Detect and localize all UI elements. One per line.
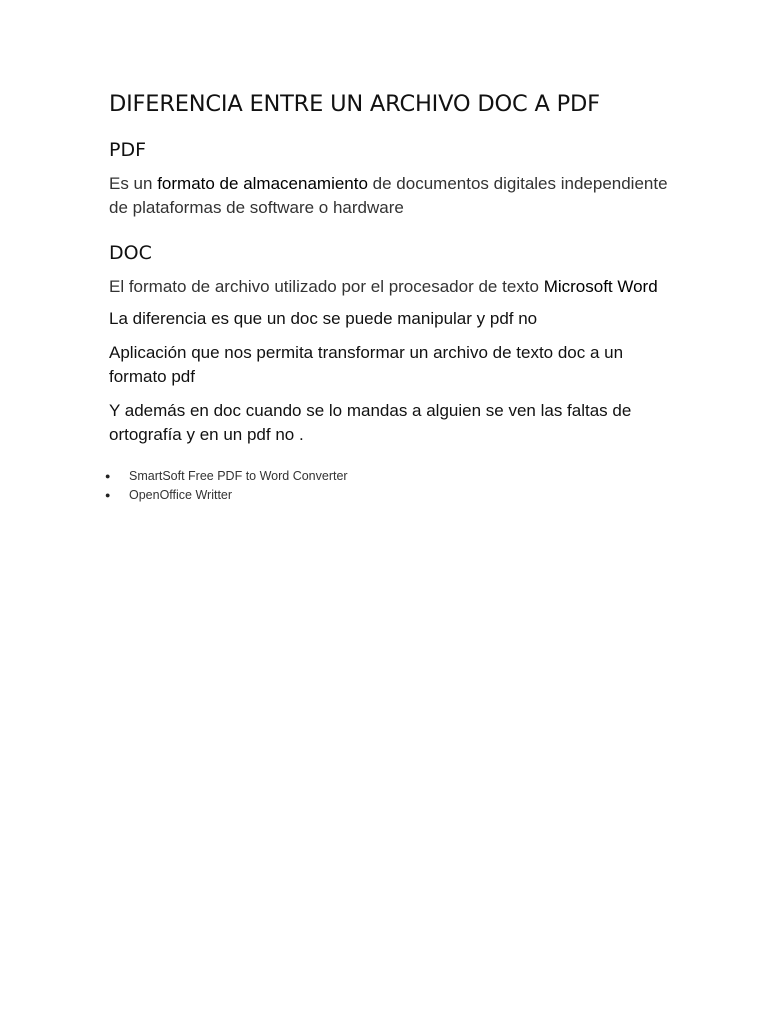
list-item — [105, 467, 669, 486]
pdf-definition-link-text: formato de almacenamiento — [157, 174, 368, 193]
pdf-definition-text-2: de documentos digitales independiente de plataformas de software o hardware — [109, 174, 668, 217]
section-heading-pdf: PDF — [109, 139, 147, 161]
list-item-text: SmartSoft Free PDF to Word Converter — [129, 469, 348, 483]
bullet-icon: ● — [105, 490, 111, 500]
pdf-definition-text-1: Es un — [109, 174, 158, 193]
bullet-icon: ● — [105, 471, 111, 481]
pdf-definition-paragraph — [109, 172, 669, 220]
spelling-paragraph: Y además en doc cuando se lo mandas a alguien se ven las faltas de ortografía y en un pdf no . — [109, 401, 632, 444]
doc-definition-product-name: Microsoft Word — [543, 277, 658, 296]
application-paragraph: Aplicación que nos permita transformar un archivo de texto doc a un formato pdf — [109, 343, 624, 386]
document-content — [105, 88, 669, 505]
section-heading-doc: DOC — [109, 242, 152, 264]
doc-definition-text: El formato de archivo utilizado por el procesador de texto — [109, 277, 544, 296]
difference-paragraph: La diferencia es que un doc se puede manipular y pdf no — [109, 309, 538, 328]
document-title: DIFERENCIA ENTRE UN ARCHIVO DOC A PDF — [109, 91, 600, 117]
converter-list — [105, 467, 669, 505]
doc-definition-paragraph — [109, 275, 669, 299]
list-item-text: OpenOffice Writter — [129, 488, 233, 502]
list-item — [105, 486, 669, 505]
